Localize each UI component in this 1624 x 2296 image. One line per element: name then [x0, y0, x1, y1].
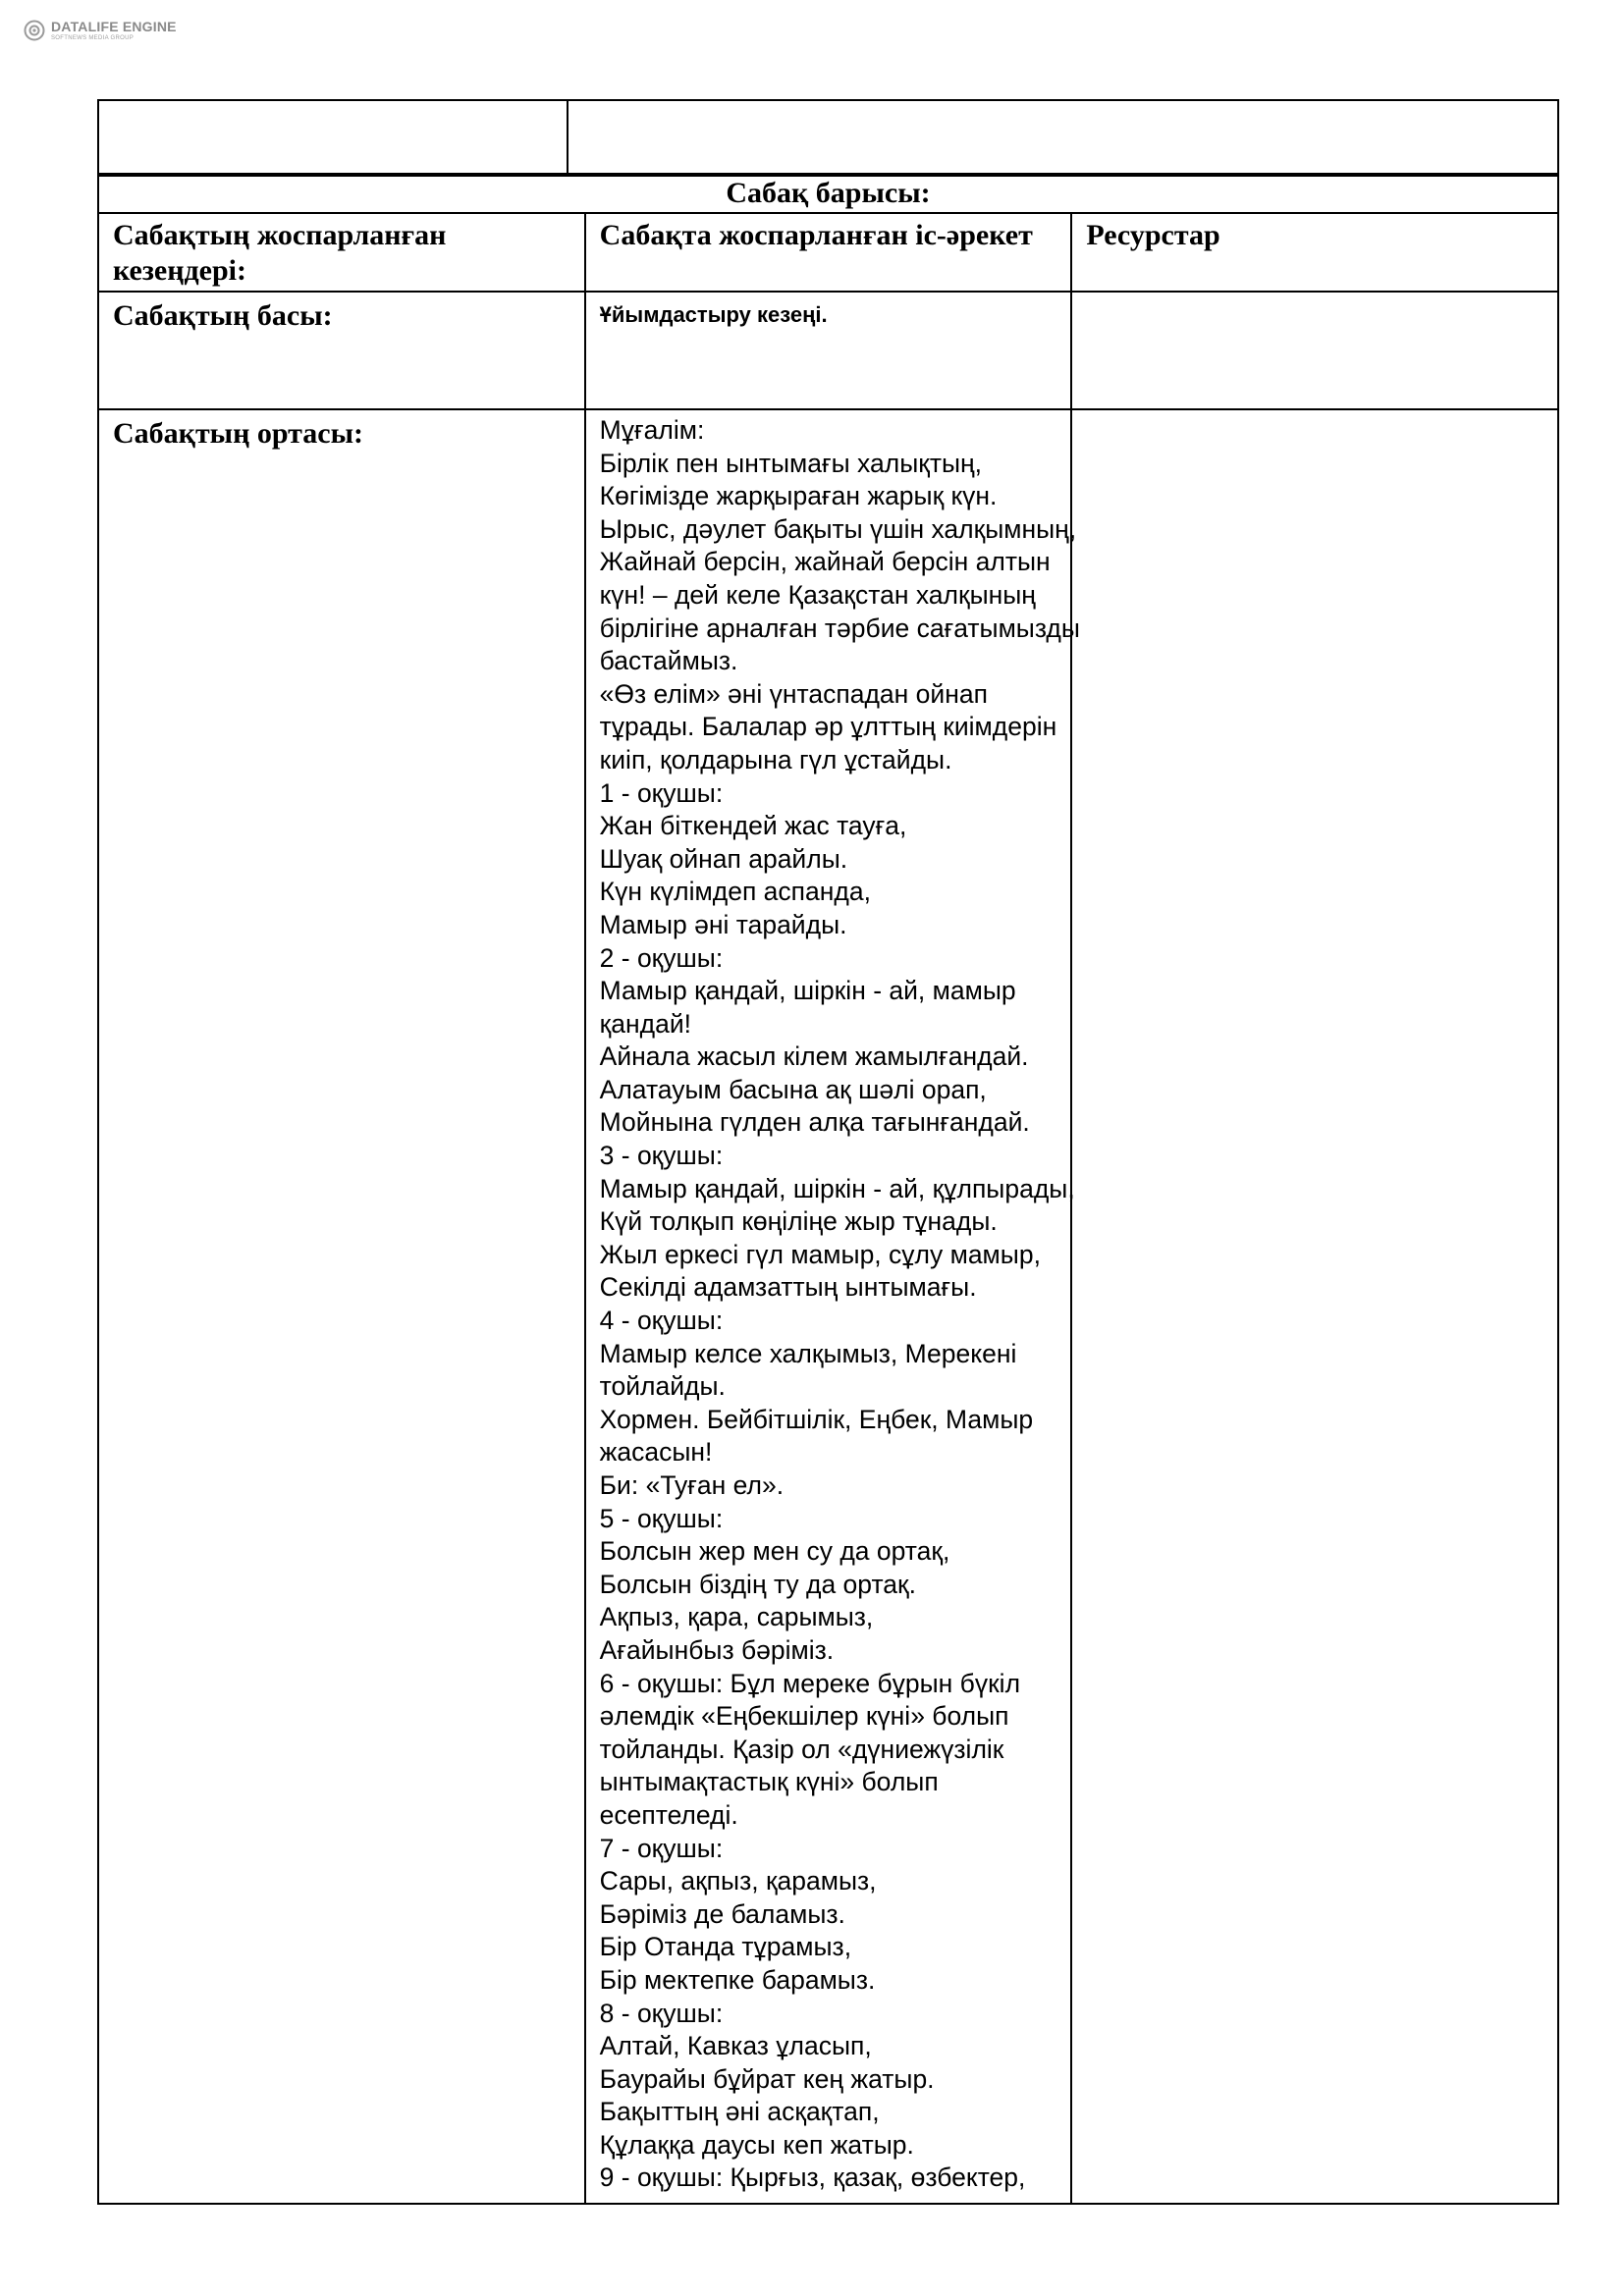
- activity-line: жасасын!: [599, 1437, 713, 1468]
- activity-line: Мамыр келсе халқымыз, Мерекені: [599, 1338, 1017, 1368]
- activity-line: 2 - оқушы:: [599, 942, 724, 973]
- activity-line: Болсын жер мен су да ортақ,: [599, 1536, 950, 1567]
- table-row-lesson-start: [98, 292, 1558, 409]
- activity-line: 7 - оқушы:: [599, 1833, 724, 1863]
- watermark-logo: [24, 20, 177, 41]
- activity-line: Секілді адамзаттың ынтымағы.: [599, 1272, 977, 1303]
- activity-line: Болсын біздің ту да ортақ.: [599, 1569, 916, 1599]
- table-row-lesson-middle: [98, 409, 1558, 2204]
- header-resources: Ресурстар: [1071, 213, 1558, 292]
- activity-line: бірлігіне арналған тәрбие сағатымызды: [599, 613, 1080, 643]
- activity-line: Би: «Туған ел».: [599, 1470, 785, 1500]
- empty-cell-right: [568, 100, 1558, 176]
- header-empty-table: [97, 99, 1559, 177]
- activity-line: Жан біткендей жас тауға,: [599, 811, 907, 841]
- empty-cell-left: [98, 100, 568, 176]
- activity-line: Ырыс, дәулет бақыты үшін халқымның,: [599, 513, 1077, 544]
- activity-line: ынтымақтастық күні» болып: [599, 1767, 939, 1797]
- activity-line: Мұғалім:: [599, 415, 705, 445]
- activity-line: Жыл еркесі гүл мамыр, сұлу мамыр,: [599, 1239, 1041, 1269]
- activity-line: 3 - оқушы:: [599, 1141, 724, 1171]
- activity-line: Мамыр әні тарайды.: [599, 909, 847, 939]
- header-row: [98, 213, 1558, 292]
- activity-line: Бір Отанда тұрамыз,: [599, 1932, 852, 1962]
- activity-line: Айнала жасыл кілем жамылғандай.: [599, 1041, 1029, 1072]
- activity-line: Алатауым басына ақ шәлі орап,: [599, 1074, 987, 1104]
- activity-line: Бірлік пен ынтымағы халықтың,: [599, 448, 983, 478]
- activity-line: Мамыр қандай, шіркін - ай, мамыр: [599, 976, 1016, 1006]
- activity-middle: [585, 409, 1080, 2204]
- activity-line: әлемдік «Еңбекшілер күні» болып: [599, 1701, 1009, 1732]
- activity-line: 9 - оқушы: Қырғыз, қазақ, өзбектер,: [599, 2163, 1026, 2193]
- resources-start: [1071, 292, 1558, 409]
- activity-line: есептеледі.: [599, 1799, 738, 1830]
- activity-line: Мойнына гүлден алқа тағынғандай.: [599, 1107, 1030, 1138]
- resources-middle: [1071, 409, 1558, 2204]
- activity-line: Хормен. Бейбітшілік, Еңбек, Мамыр: [599, 1404, 1034, 1434]
- stage-middle: Сабақтың ортасы:: [98, 409, 585, 2204]
- activity-line: Шуақ ойнап арайлы.: [599, 843, 848, 874]
- activity-start: Ұйымдастыру кезеңі.: [585, 292, 1072, 409]
- activity-line: Алтай, Кавказ ұласып,: [599, 2031, 872, 2061]
- activity-line: Баурайы бұйрат кең жатыр.: [599, 2063, 935, 2094]
- activity-line: 6 - оқушы: Бұл мереке бұрын бүкіл: [599, 1668, 1021, 1698]
- lesson-plan-table: [97, 173, 1559, 2205]
- activity-line: тойланды. Қазір ол «дүниежүзілік: [599, 1734, 1004, 1764]
- header-stages: Сабақтың жоспарланған кезеңдері:: [98, 213, 585, 292]
- activity-line: Бақыттың әні асқақтап,: [599, 2097, 880, 2127]
- activity-line: Күн күлімдеп аспанда,: [599, 877, 871, 907]
- activity-line: Бір мектепке барамыз.: [599, 1964, 876, 1995]
- activity-line: Күй толқып көңіліңе жыр тұнады.: [599, 1206, 998, 1237]
- activity-line: 5 - оқушы:: [599, 1503, 724, 1533]
- activity-line: тұрады. Балалар әр ұлттың киімдерін: [599, 712, 1057, 742]
- header-activity: Сабақта жоспарланған іс-әрекет: [585, 213, 1072, 292]
- activity-line: Мамыр қандай, шіркін - ай, құлпырады,: [599, 1173, 1075, 1203]
- eye-logo-icon: [24, 20, 45, 41]
- watermark-subtitle: SOFTNEWS MEDIA GROUP: [51, 35, 135, 41]
- activity-line: 4 - оқушы:: [599, 1306, 724, 1336]
- activity-line: Құлаққа даусы кеп жатыр.: [599, 2129, 914, 2160]
- activity-line: тойлайды.: [599, 1371, 726, 1402]
- stage-start: Сабақтың басы:: [98, 292, 585, 409]
- activity-line: Сары, ақпыз, қарамыз,: [599, 1866, 877, 1896]
- activity-line: бастаймыз.: [599, 646, 738, 676]
- activity-line: Ақпыз, қара, сарымыз,: [599, 1602, 874, 1632]
- table-title: Сабақ барысы:: [98, 174, 1558, 213]
- activity-line: Жайнай берсін, жайнай берсін алтын: [599, 547, 1051, 577]
- activity-line: қандай!: [599, 1008, 691, 1039]
- watermark-title: DATALIFE ENGINE: [51, 19, 177, 34]
- activity-line: Ағайынбыз бәріміз.: [599, 1634, 835, 1665]
- activity-line: 8 - оқушы:: [599, 1998, 724, 2028]
- activity-line: «Өз елім» әні үнтаспадан ойнап: [599, 678, 988, 709]
- activity-line: киіп, қолдарына гүл ұстайды.: [599, 744, 952, 774]
- activity-line: 1 - оқушы:: [599, 777, 724, 808]
- activity-line: күн! – дей келе Қазақстан халқының: [599, 579, 1036, 610]
- activity-line: Көгімізде жарқыраған жарық күн.: [599, 481, 998, 511]
- activity-line: Бәріміз де баламыз.: [599, 1898, 845, 1929]
